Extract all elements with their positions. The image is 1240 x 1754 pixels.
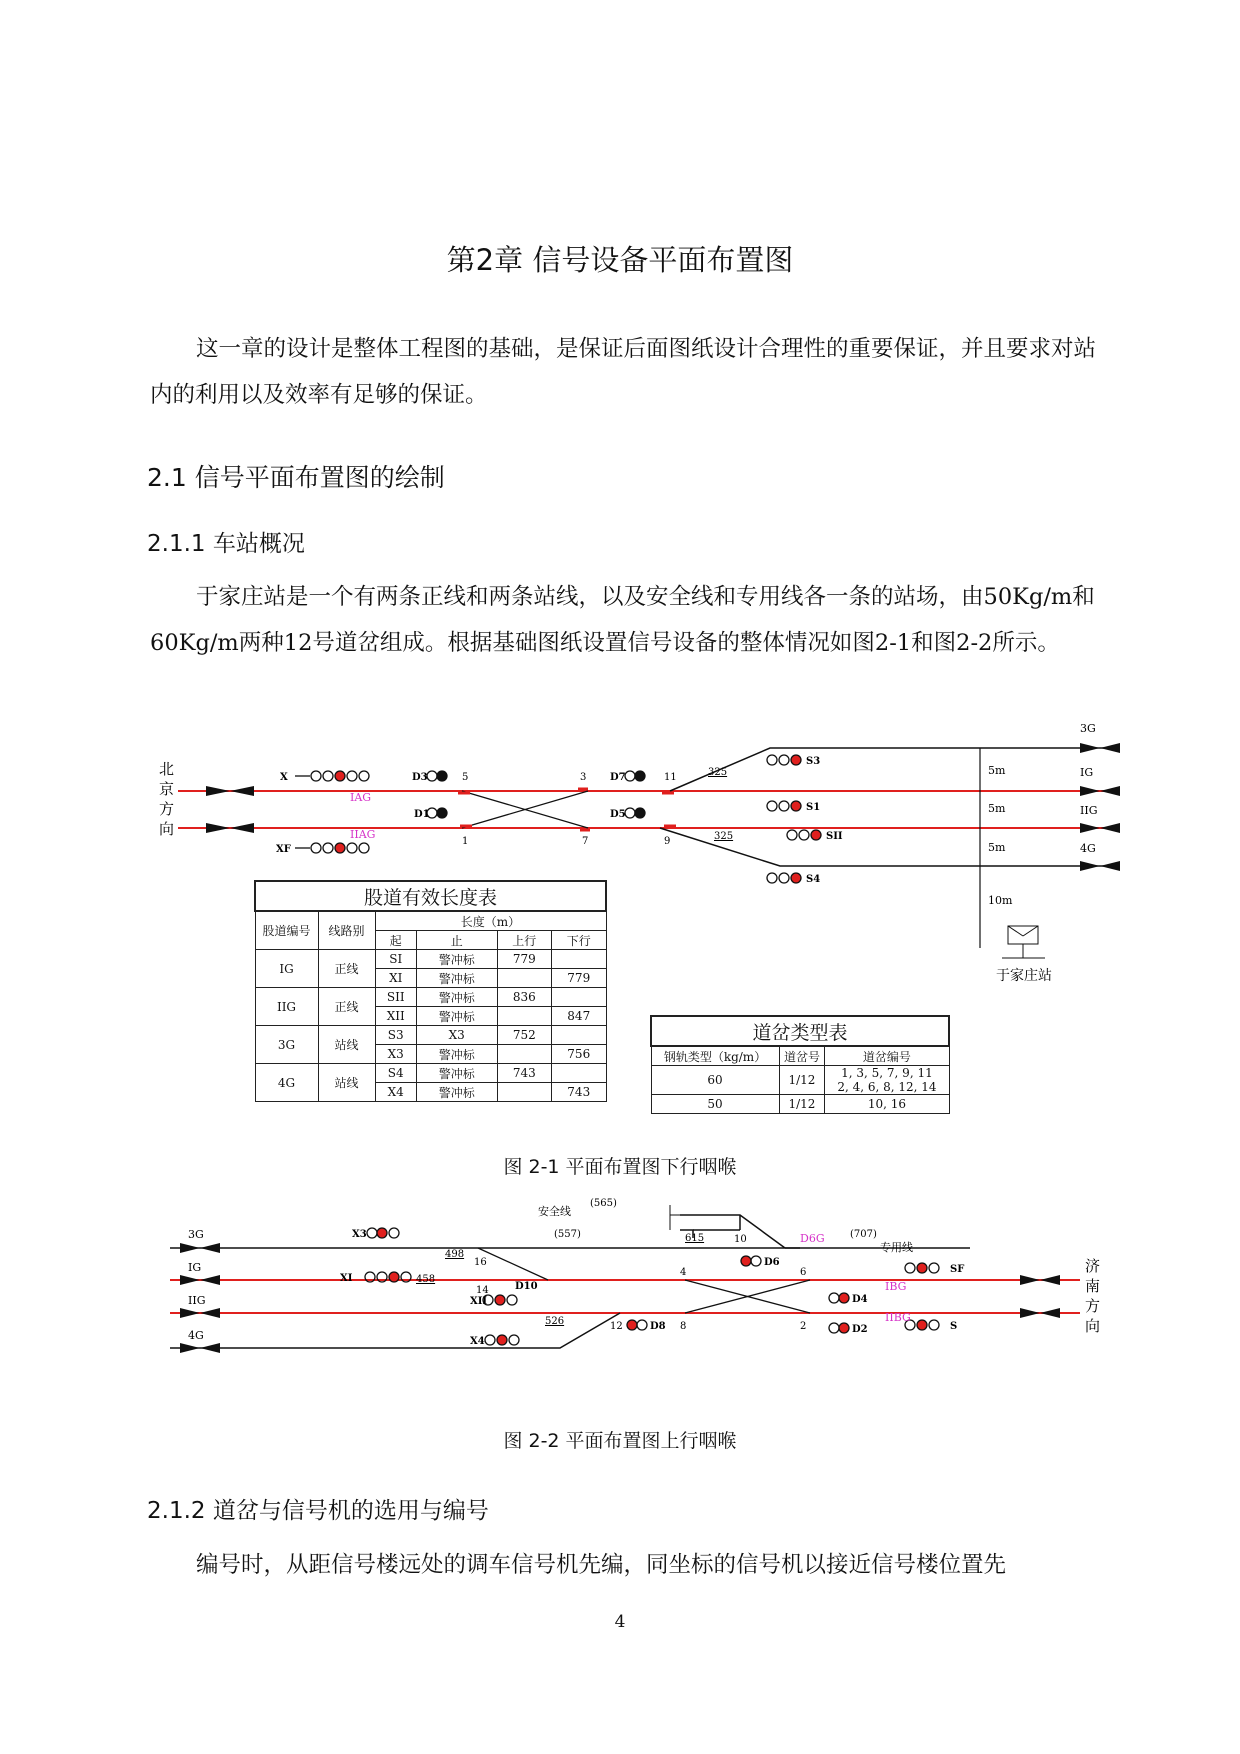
svg-text:专用线: 专用线 [880,1241,913,1254]
svg-text:SF: SF [950,1264,965,1275]
svg-text:S4: S4 [806,874,821,885]
svg-text:4: 4 [680,1267,687,1278]
svg-text:SII: SII [826,831,843,842]
svg-text:7: 7 [582,836,589,847]
svg-text:IAG: IAG [350,791,372,804]
svg-text:IIG: IIG [1080,804,1098,817]
chapter-title: 第2章 信号设备平面布置图 [446,243,794,277]
svg-text:D5: D5 [610,809,626,820]
signal-X [295,771,369,781]
svg-text:京: 京 [159,780,175,798]
svg-text:325: 325 [714,831,734,842]
svg-text:12: 12 [610,1321,623,1332]
svg-text:10: 10 [734,1234,747,1245]
track-length-table: 股道有效长度表 股道编号 线路别 长度（m） 起 止 上行 下行 IG 正线 SI 警冲标 779 XI 警冲标 779 IIG 正线 SII 警冲标 836 XII 警冲标 847 3G 站线 S3 X3 752 X3 警冲标 756 4G 站线 S4 警冲标 743 X4 警冲标 743 [254,880,607,1102]
svg-text:16: 16 [474,1257,487,1268]
svg-text:X3: X3 [352,1229,367,1240]
svg-text:IIAG: IIAG [350,828,376,841]
svg-text:S1: S1 [806,802,821,813]
svg-text:11: 11 [664,772,677,783]
svg-text:325: 325 [708,767,728,778]
signal-labels [276,756,843,885]
svg-text:S3: S3 [806,756,821,767]
svg-text:D4: D4 [852,1294,868,1305]
svg-text:X: X [280,772,288,783]
svg-text:XI: XI [340,1273,353,1284]
switch-type-table: 道岔类型表 钢轨类型（kg/m） 道岔号 道岔编号 60 1/12 1, 3, 5, 7, 9, 11 2, 4, 6, 8, 12, 14 50 1/12 10, 16 [650,1015,950,1114]
svg-text:5m: 5m [988,764,1006,777]
svg-text:南: 南 [1085,1277,1101,1295]
numbering-paragraph: 编号时，从距信号楼远处的调车信号机先编，同坐标的信号机以接近信号楼位置先 [196,1552,1007,1578]
svg-text:6: 6 [800,1267,807,1278]
svg-text:IIG: IIG [188,1294,206,1307]
svg-text:(565): (565) [590,1198,617,1209]
svg-text:XF: XF [276,844,291,855]
svg-text:9: 9 [664,836,671,847]
svg-text:X4: X4 [470,1336,485,1347]
svg-text:IG: IG [188,1261,202,1274]
svg-text:安全线: 安全线 [538,1205,571,1218]
svg-text:XII: XII [470,1296,488,1307]
svg-text:10m: 10m [988,894,1013,907]
svg-text:D10: D10 [515,1281,538,1292]
svg-text:IBG: IBG [885,1280,907,1293]
svg-text:向: 向 [1085,1317,1101,1335]
section-2-1-1-heading: 2.1.1 车站概况 [147,531,305,557]
figure-2-1-caption: 图 2-1 平面布置图下行咽喉 [503,1156,737,1178]
svg-text:D6G: D6G [800,1232,825,1245]
signal-XF [295,843,369,853]
svg-text:D7: D7 [610,772,626,783]
svg-text:2: 2 [800,1321,807,1332]
track-3G [670,748,1112,791]
jinan-direction-label [1085,1257,1100,1335]
svg-text:498: 498 [445,1249,465,1260]
svg-text:IG: IG [1080,766,1094,779]
svg-text:526: 526 [545,1316,565,1327]
figure-2-2-diagram [140,1198,1120,1420]
svg-text:D3: D3 [412,772,428,783]
svg-text:14: 14 [476,1285,489,1296]
section-2-1-heading: 2.1 信号平面布置图的绘制 [147,463,445,492]
svg-text:3G: 3G [1080,722,1096,735]
svg-text:方: 方 [159,800,175,818]
svg-text:4G: 4G [188,1329,204,1342]
svg-text:3G: 3G [188,1228,204,1241]
page-number: 4 [614,1612,626,1632]
station-building-label: 于家庄站 [996,968,1052,984]
intro-paragraph: 这一章的设计是整体工程图的基础，是保证后面图纸设计合理性的重要保证，并且要求对站内的利用以及效率有足够的保证。 [150,336,1097,408]
svg-text:D2: D2 [852,1324,868,1335]
svg-text:济: 济 [1085,1257,1101,1275]
svg-text:(707): (707) [850,1229,877,1240]
svg-text:458: 458 [416,1274,436,1285]
svg-text:S: S [950,1321,958,1332]
svg-text:4G: 4G [1080,842,1096,855]
svg-text:5m: 5m [988,802,1006,815]
figure-2-2-caption: 图 2-2 平面布置图上行咽喉 [503,1430,737,1452]
station-paragraph: 于家庄站是一个有两条正线和两条站线，以及安全线和专用线各一条的站场，由50Kg/m和60Kg/m两种12号道岔组成。根据基础图纸设置信号设备的整体情况如图2-1和图2-2所示。 [150,584,1095,656]
svg-text:3: 3 [580,772,587,783]
svg-text:D1: D1 [414,809,430,820]
svg-text:8: 8 [680,1321,687,1332]
svg-text:D8: D8 [650,1321,666,1332]
section-2-1-2-heading: 2.1.2 道岔与信号机的选用与编号 [147,1498,489,1524]
svg-text:5m: 5m [988,841,1006,854]
svg-text:615: 615 [685,1233,705,1244]
svg-text:D6: D6 [764,1257,780,1268]
svg-text:1: 1 [462,836,469,847]
svg-text:IIBG: IIBG [885,1311,911,1324]
svg-text:5: 5 [462,772,469,783]
svg-text:北: 北 [159,760,175,778]
svg-text:方: 方 [1085,1297,1101,1315]
beijing-direction-label [159,760,174,838]
svg-text:(557): (557) [554,1229,581,1240]
svg-text:向: 向 [159,820,175,838]
